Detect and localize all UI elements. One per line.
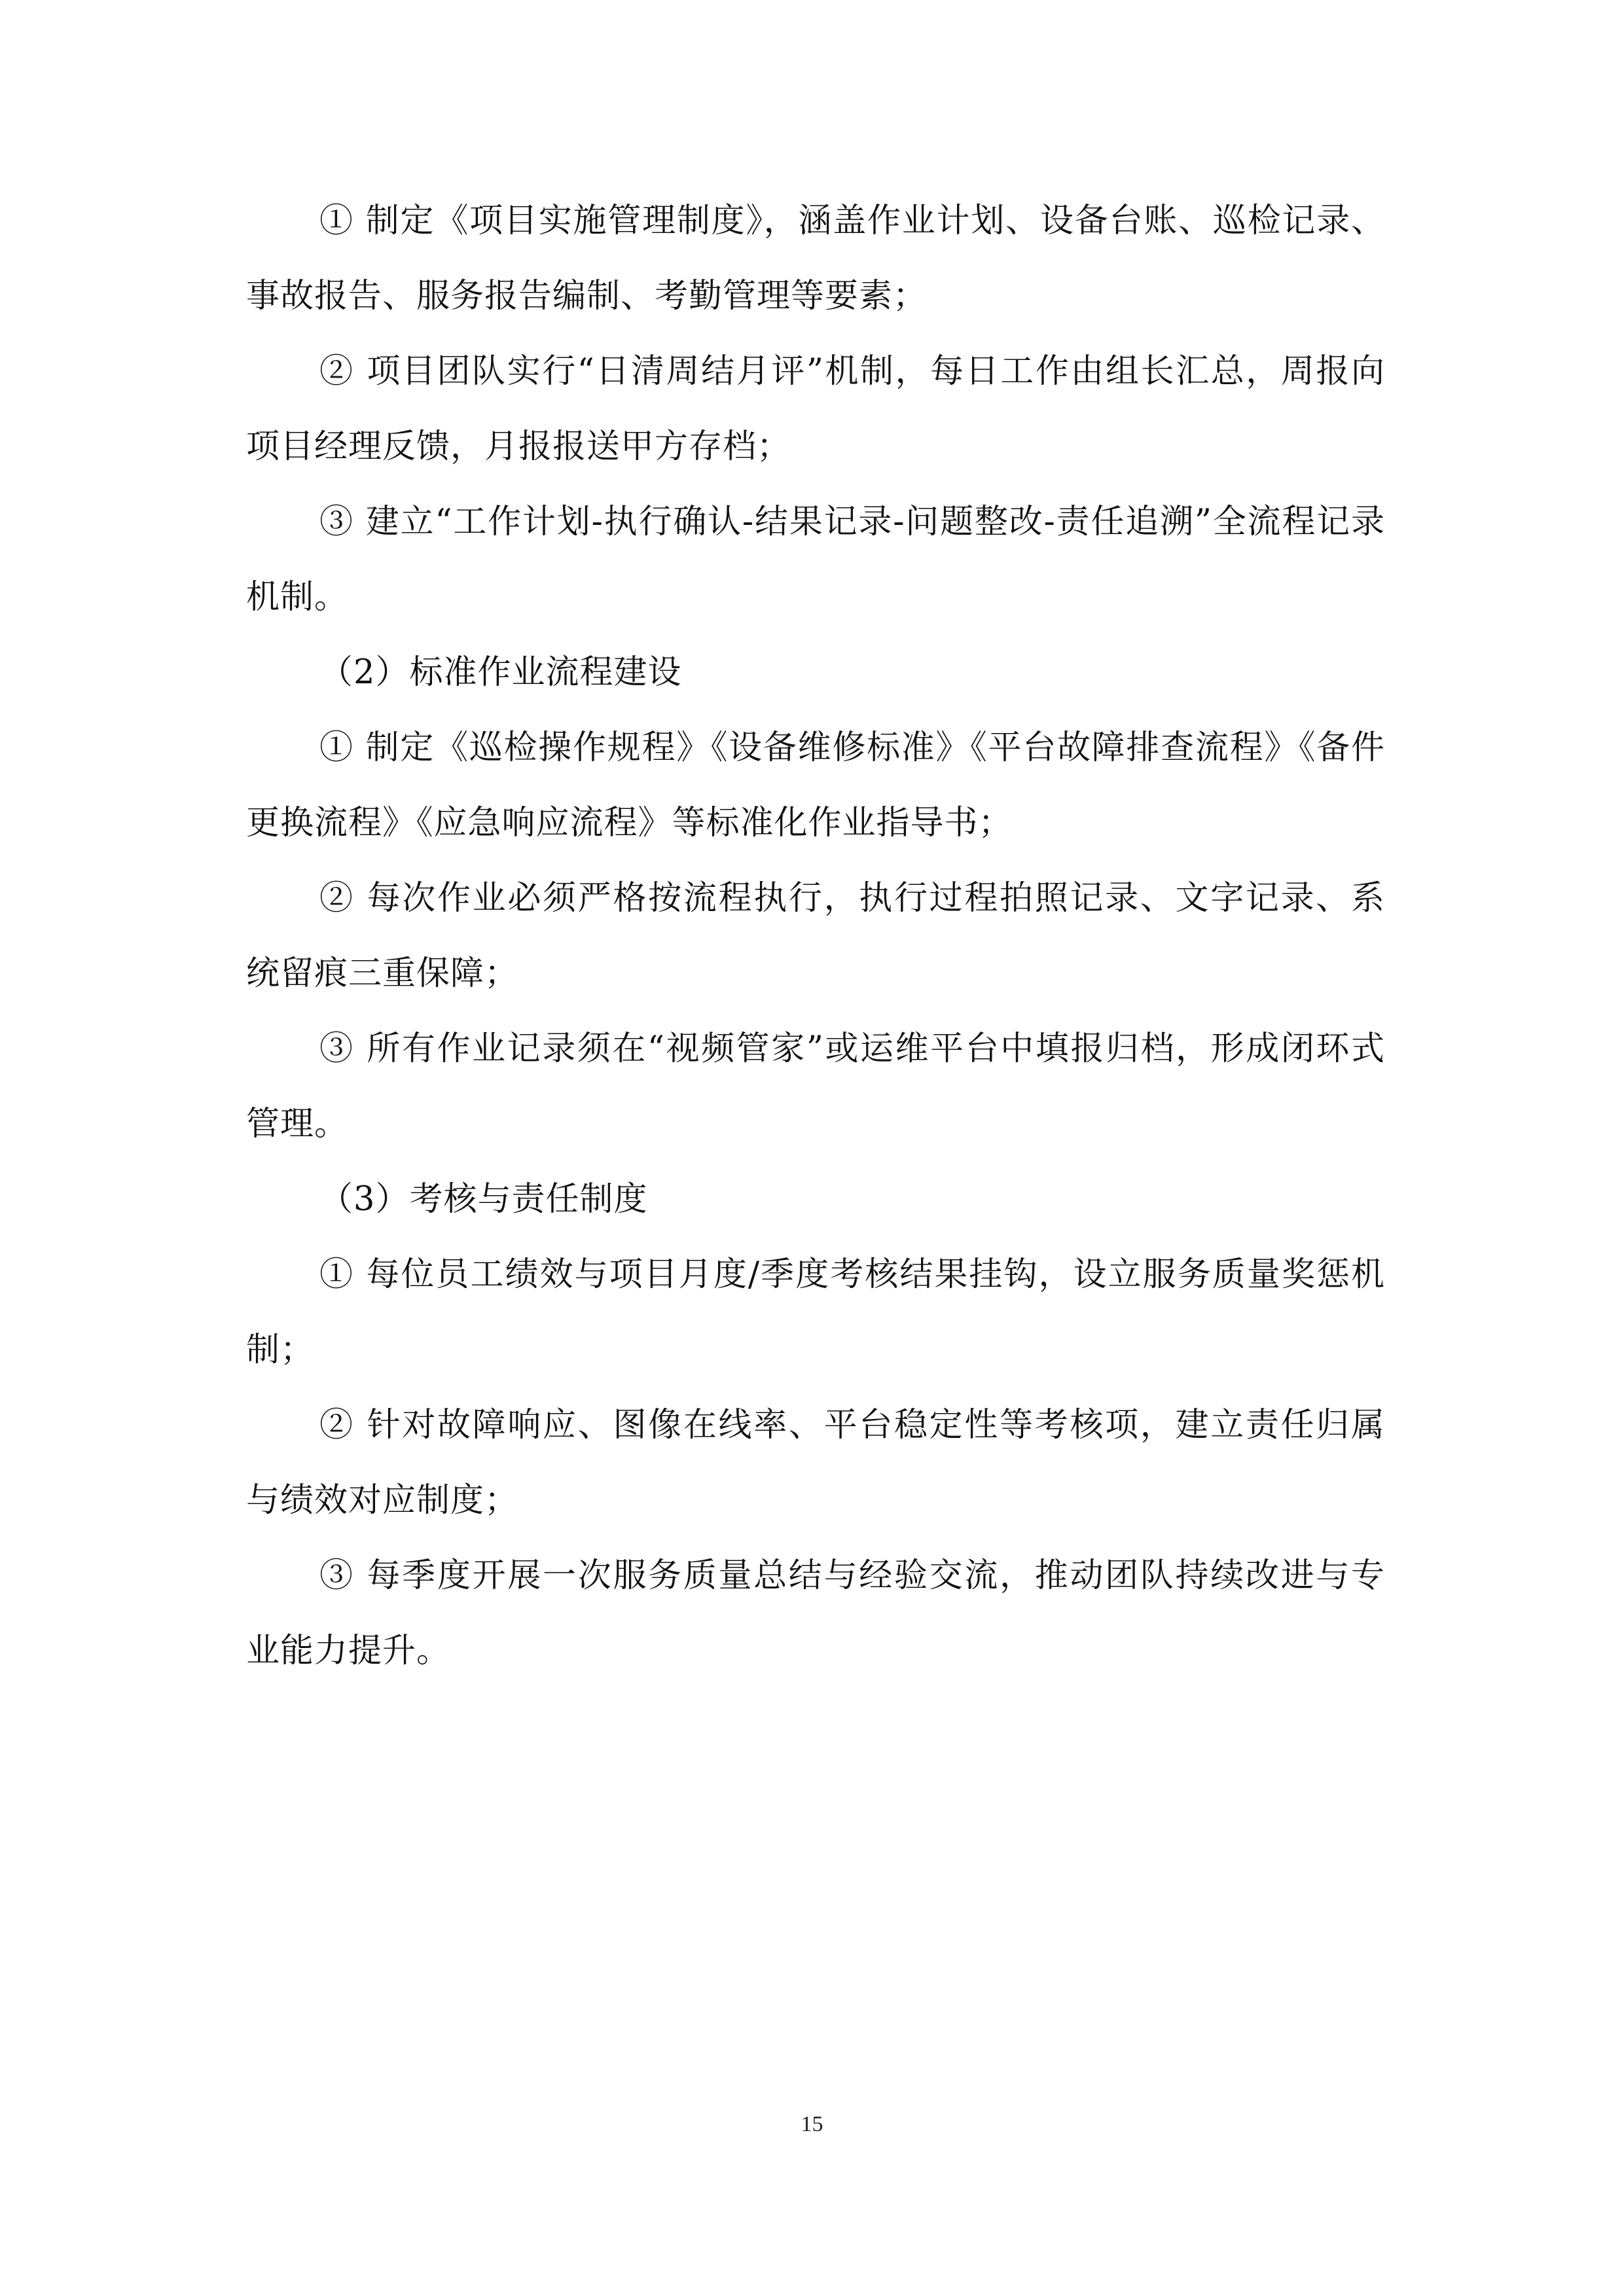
paragraph-performance-link: ① 每位员工绩效与项目月度/季度考核结果挂钩，设立服务质量奖惩机制；: [246, 1255, 1385, 1369]
paragraph-daily-weekly-monthly: ② 项目团队实行“日清周结月评”机制，每日工作由组长汇总，周报向项目经理反馈，月报报送甲方存档；: [246, 352, 1385, 466]
paragraph-management-system: ① 制定《项目实施管理制度》，涵盖作业计划、设备台账、巡检记录、事故报告、服务报告编制、考勤管理等要素；: [246, 202, 1385, 315]
document-body: [246, 183, 1385, 1689]
paragraph-strict-execution: ② 每次作业必须严格按流程执行，执行过程拍照记录、文字记录、系统留痕三重保障；: [246, 879, 1385, 993]
section-heading-standard-process: （2）标准作业流程建设: [319, 653, 682, 692]
page-number: 15: [801, 2112, 823, 2136]
paragraph-quarterly-review: ③ 每季度开展一次服务质量总结与经验交流，推动团队持续改进与专业能力提升。: [246, 1556, 1385, 1670]
paragraph-record-archive: ③ 所有作业记录须在“视频管家”或运维平台中填报归档，形成闭环式管理。: [246, 1030, 1385, 1143]
section-heading-assessment: （3）考核与责任制度: [319, 1180, 648, 1219]
paragraph-responsibility: ② 针对故障响应、图像在线率、平台稳定性等考核项，建立责任归属与绩效对应制度；: [246, 1406, 1385, 1520]
paragraph-full-process-record: ③ 建立“工作计划-执行确认-结果记录-问题整改-责任追溯”全流程记录机制。: [246, 503, 1385, 617]
paragraph-standard-guides: ① 制定《巡检操作规程》《设备维修标准》《平台故障排查流程》《备件更换流程》《应急响应流程》等标准化作业指导书；: [246, 728, 1385, 842]
